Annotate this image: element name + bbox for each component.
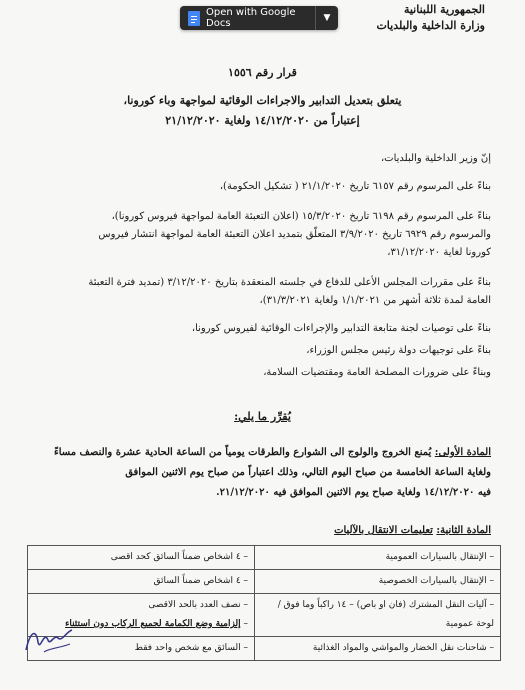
letterhead <box>376 2 485 34</box>
decision-subject-line1: يتعلق بتعديل التدابير والاجراءات الوقائية لمواجهة وباء كورونا، <box>123 94 402 107</box>
rule-text-mask: إلزامية وضع الكمامة لجميع الركاب دون استثناء <box>65 619 241 629</box>
preamble-p3-line1: بناءً على مقررات المجلس الأعلى للدفاع في جلسته المنعقدة بتاريخ ٣/١٢/٢٠٢٠ (تمديد فترة التعبئة <box>88 277 491 288</box>
preamble-p6: وبناءً على ضرورات المصلحة العامة ومقتضيات السلامة، <box>263 367 491 378</box>
table-cell-rule: – نصف العدد بالحد الاقصى – إلزامية وضع الكمامة لجميع الركاب دون استثناء <box>28 594 255 637</box>
google-docs-icon <box>188 11 200 26</box>
mode-text: آليات النقل المشترك (فان او باص) – ١٤ راكباً وما فوق / لوحة عمومية <box>277 600 494 629</box>
article1-label: المادة الأولى: <box>434 447 491 458</box>
preamble-p2-line1: بناءً على المرسوم رقم ٦١٩٨ تاريخ ١٥/٣/٢٠٢٠ (اعلان التعبئة العامة لمواجهة فيروس كورونا)، <box>111 211 491 222</box>
table-cell-mode: – الإنتقال بالسيارات العمومية <box>255 546 501 570</box>
table-cell-mode: – آليات النقل المشترك (فان او باص) – ١٤ راكباً وما فوق / لوحة عمومية <box>255 594 501 637</box>
decides-heading: يُقرِّر ما يلي: <box>234 410 291 423</box>
decision-number: قرار رقم ١٥٥٦ <box>228 66 297 79</box>
article2-title: تعليمات الانتقال بالآليات <box>334 525 433 536</box>
preamble-p5: بناءً على توجيهات دولة رئيس مجلس الوزراء، <box>306 345 491 356</box>
article2-label: المادة الثانية: <box>436 525 491 536</box>
table-row <box>28 594 501 637</box>
ministry-name: وزارة الداخلية والبلديات <box>376 19 485 32</box>
rule-text: السائق مع شخص واحد فقط <box>134 643 241 653</box>
preamble-p2-line3: كورونا لغاية ٣١/١٢/٢٠٢٠، <box>387 247 491 258</box>
table-cell-rule: – ٤ اشخاص ضمناً السائق <box>28 570 255 594</box>
preamble-p3-line2: العامة لمدة ثلاثة أشهر من ١/١/٢٠٢١ ولغاية ٣١/٣/٢٠٢١)، <box>259 295 491 306</box>
rule-text: ٤ اشخاص ضمناً السائق كحد اقصى <box>110 552 241 562</box>
article1-text1: يُمنع الخروج والولوج الى الشوارع والطرقات يومياً من الساعة الحادية عشرة والنصف مساءً <box>54 447 432 458</box>
rule-text: نصف العدد بالحد الاقصى <box>148 600 241 610</box>
table-row <box>28 637 501 661</box>
vehicle-rules-table <box>27 545 501 661</box>
article1-line3: فيه ١٤/١٢/٢٠٢٠ ولغاية صباح يوم الاثنين الموافق فيه ٢١/١٢/٢٠٢٠. <box>216 487 491 498</box>
table-cell-rule: – ٤ اشخاص ضمناً السائق كحد اقصى <box>28 546 255 570</box>
article2-heading <box>31 524 491 538</box>
preamble-p2-line2: والمرسوم رقم ٦٩٢٩ تاريخ ٣/٩/٢٠٢٠ المتعلّق بتمديد اعلان التعبئة العامة لمواجهة انتشار فيروس <box>98 229 491 240</box>
table-cell-rule: – السائق مع شخص واحد فقط <box>28 637 255 661</box>
mode-text: شاحنات نقل الخضار والمواشي والمواد الغذائية <box>312 643 487 653</box>
decision-subject-line2: إعتباراً من ١٤/١٢/٢٠٢٠ ولغاية ٢١/١٢/٢٠٢٠ <box>165 114 360 127</box>
preamble-p4: بناءً على توصيات لجنة متابعة التدابير والإجراءات الوقائية لفيروس كورونا، <box>191 323 491 334</box>
table-cell-mode: – الإنتقال بالسيارات الخصوصية <box>255 570 501 594</box>
table-row <box>28 546 501 570</box>
republic-name: الجمهورية اللبنانية <box>403 3 485 16</box>
signature-icon <box>22 622 78 658</box>
rule-text: ٤ اشخاص ضمناً السائق <box>153 576 241 586</box>
table-row <box>28 570 501 594</box>
mode-text: الإنتقال بالسيارات الخصوصية <box>378 576 487 586</box>
open-with-google-docs-button[interactable] <box>180 6 338 30</box>
preamble-p1: بناءً على المرسوم رقم ٦١٥٧ تاريخ ٢١/١/٢٠٢٠ ( تشكيل الحكومة)، <box>219 181 491 192</box>
article1-line1 <box>31 446 491 460</box>
preamble-intro: إنّ وزير الداخلية والبلديات، <box>380 153 491 164</box>
article1-line2: ولغاية الساعة الخامسة من صباح اليوم التالي، وذلك اعتباراً من صباح يوم الاثنين الموافق <box>125 467 491 478</box>
table-cell-mode: – شاحنات نقل الخضار والمواشي والمواد الغذائية <box>255 637 501 661</box>
mode-text: الإنتقال بالسيارات العمومية <box>385 552 487 562</box>
open-with-label: Open with Google Docs <box>206 7 296 29</box>
chevron-down-icon[interactable]: ▼ <box>323 13 331 23</box>
